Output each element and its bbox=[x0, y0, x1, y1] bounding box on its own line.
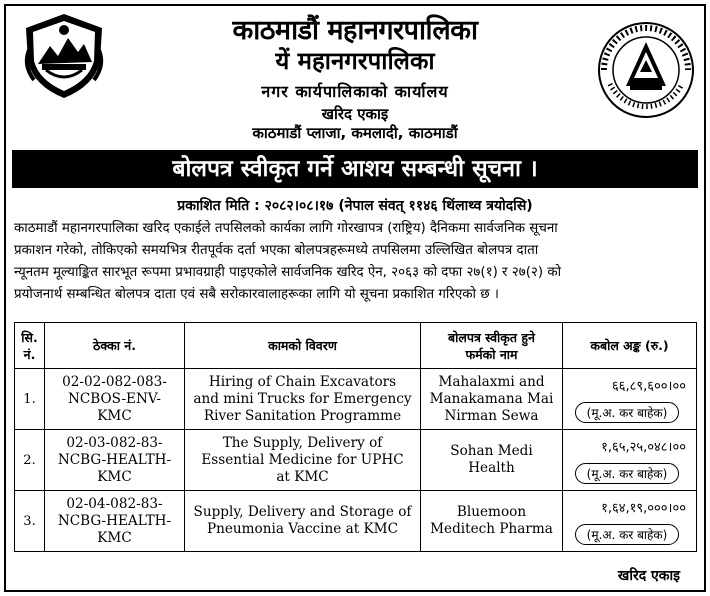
tax-note: (मू.अ. कर बाहेक) bbox=[575, 402, 679, 423]
body-line: प्रकाशन गरेको, तोकिएको समयभित्र रीतपूर्वक दर्ता भएका बोलपत्रहरूमध्ये तपसिलमा उल्लिखित बोलपत्र दाता bbox=[14, 243, 539, 258]
cell-sn: 2. bbox=[15, 430, 45, 491]
published-label: प्रकाशित मिति : bbox=[177, 198, 260, 214]
org-name-nepal-bhasa: यें महानगरपालिका bbox=[275, 46, 435, 75]
header-sn: सि. नं. bbox=[15, 323, 45, 369]
cell-contract-no: 02-03-082-83- NCBG-HEALTH- KMC bbox=[45, 430, 185, 491]
notice-body bbox=[14, 218, 696, 306]
cell-description: Supply, Delivery and Storage of Pneumonia Vaccine at KMC bbox=[185, 491, 421, 552]
cell-description: The Supply, Delivery of Essential Medicine for UPHC at KMC bbox=[185, 430, 421, 491]
office-address: काठमाडौं प्लाजा, कमलादी, काठमाडौं bbox=[252, 124, 458, 142]
body-line: काठमाडौं महानगरपालिका खरिद एकाईले तपसिलको कार्यका लागि गोरखापत्र (राष्ट्रिय) दैनिकमा सार्वजनिक सूचना bbox=[14, 221, 558, 236]
cell-bidder: Bluemoon Meditech Pharma bbox=[421, 491, 563, 552]
footer-signature: खरिद एकाइ bbox=[617, 568, 680, 584]
cell-amount bbox=[563, 430, 697, 491]
cell-amount bbox=[563, 369, 697, 430]
header-description: कामको विवरण bbox=[185, 323, 421, 369]
award-table bbox=[14, 322, 697, 552]
tax-note: (मू.अ. कर बाहेक) bbox=[575, 524, 679, 545]
body-line: प्रयोजनार्थ सम्बन्धित बोलपत्र दाता एवं सबै सरोकारवालाहरूका लागि यो सूचना प्रकाशित गरिएको छ । bbox=[14, 287, 499, 302]
published-date: २०८२।०८।१७ (नेपाल संवत् ११४६ थिंलाथ्व त्रयोदसि) bbox=[264, 198, 533, 214]
cell-sn: 3. bbox=[15, 491, 45, 552]
cell-description: Hiring of Chain Excavators and mini Trucks for Emergency River Sanitation Programme bbox=[185, 369, 421, 430]
cell-amount bbox=[563, 491, 697, 552]
body-line: न्यूनतम मूल्याङ्कित सारभूत रूपमा प्रभावग्राही पाइएकोले सार्वजनिक खरिद ऐन, २०६३ को दफा २७(१) र २७(२) को bbox=[14, 265, 562, 280]
tax-note: (मू.अ. कर बाहेक) bbox=[575, 463, 679, 484]
header-amount: कबोल अङ्क (रु.) bbox=[563, 323, 697, 369]
org-name: काठमाडौं महानगरपालिका bbox=[232, 15, 478, 46]
cell-bidder: Sohan Medi Health bbox=[421, 430, 563, 491]
table-header-row bbox=[15, 323, 697, 369]
amount-value: १,६४,१९,०००।०० bbox=[601, 500, 686, 516]
unit-name: खरिद एकाइ bbox=[321, 105, 389, 123]
table-row bbox=[15, 491, 697, 552]
table-row bbox=[15, 430, 697, 491]
cell-bidder: Mahalaxmi and Manakamana Mai Nirman Sewa bbox=[421, 369, 563, 430]
cell-sn: 1. bbox=[15, 369, 45, 430]
cell-contract-no: 02-04-082-83- NCBG-HEALTH- KMC bbox=[45, 491, 185, 552]
amount-value: ६६,८९,६००।०० bbox=[611, 378, 686, 394]
table-row bbox=[15, 369, 697, 430]
office-name: नगर कार्यपालिकाको कार्यालय bbox=[261, 82, 449, 101]
cell-contract-no: 02-02-082-083- NCBOS-ENV- KMC bbox=[45, 369, 185, 430]
header-contract-no: ठेक्का नं. bbox=[45, 323, 185, 369]
notice-title: बोलपत्र स्वीकृत गर्ने आशय सम्बन्धी सूचना । bbox=[12, 150, 698, 188]
published-date-line bbox=[0, 196, 710, 215]
header-bidder: बोलपत्र स्वीकृत हुने फर्मको नाम bbox=[421, 323, 563, 369]
amount-value: १,६५,२५,०४८।०० bbox=[601, 439, 686, 455]
